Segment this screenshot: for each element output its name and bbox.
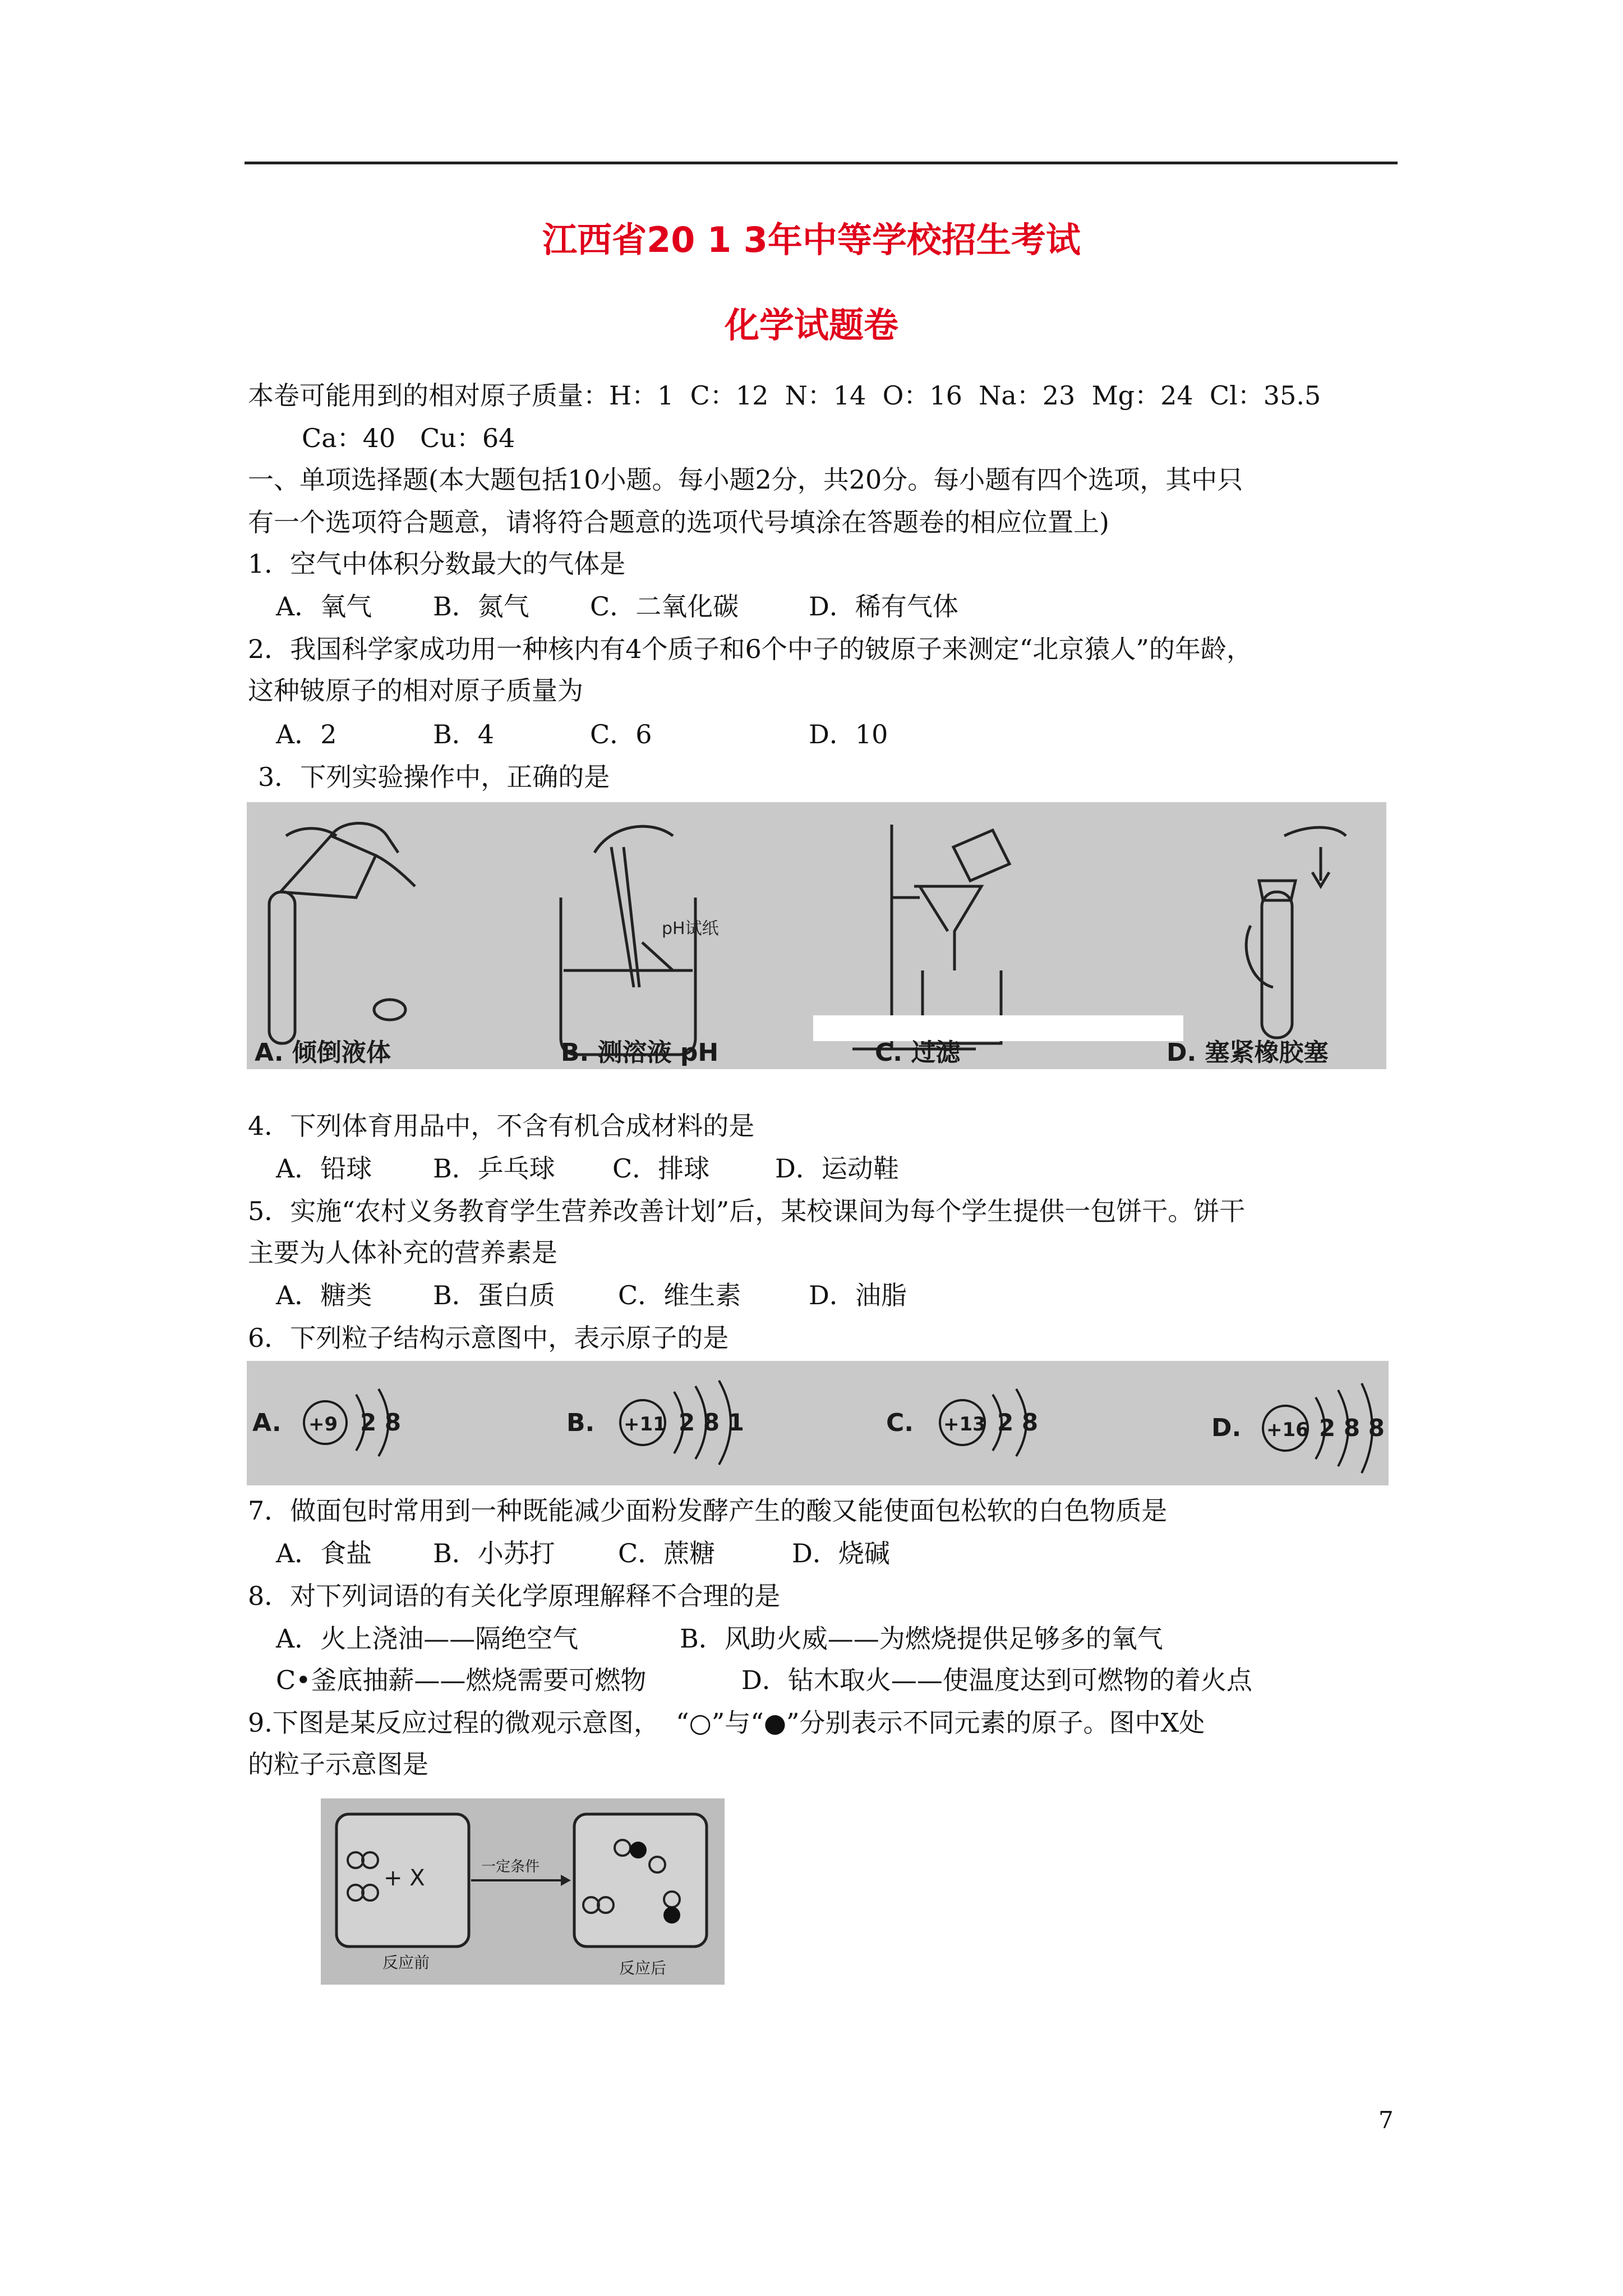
section-heading-line-2: 有一个选项符合题意，请将符合题意的选项代号填涂在答题卷的相应位置上) bbox=[248, 507, 1109, 537]
q6-c-electron-shells: 2 8 bbox=[997, 1409, 1039, 1436]
q8-option-c: C•釜底抽薪——燃烧需要可燃物 bbox=[276, 1665, 647, 1695]
q6-stem: 6．下列粒子结构示意图中，表示原子的是 bbox=[248, 1323, 729, 1353]
q2-option-a: A．2 bbox=[276, 719, 337, 749]
q6-d-electron-shells: 2 8 8 bbox=[1319, 1414, 1385, 1442]
q3-label-c: C. 过滤 bbox=[875, 1038, 961, 1067]
q6-a-nucleus-charge: +9 bbox=[308, 1413, 338, 1435]
q9-reaction-figure bbox=[321, 1798, 725, 1985]
q6-d-nucleus-charge: +16 bbox=[1266, 1419, 1309, 1441]
q7-stem: 7．做面包时常用到一种既能减少面粉发酵产生的酸又能使面包松软的白色物质是 bbox=[248, 1496, 1168, 1526]
q6-c-nucleus-charge: +13 bbox=[943, 1413, 986, 1435]
reaction-condition: 一定条件 bbox=[481, 1858, 540, 1875]
exam-title: 江西省20 1 3年中等学校招生考试 bbox=[542, 219, 1081, 260]
q2-option-c: C．6 bbox=[590, 719, 652, 749]
q6-b-electron-shells: 2 8 1 bbox=[679, 1409, 744, 1436]
q4-option-a: A．铅球 bbox=[276, 1153, 372, 1184]
q5-stem-line-2: 主要为人体补充的营养素是 bbox=[248, 1237, 557, 1268]
before-label: 反应前 bbox=[382, 1953, 430, 1972]
q1-option-a: A．氧气 bbox=[276, 591, 372, 622]
q6-option-a-label: A. bbox=[252, 1409, 282, 1437]
q1-option-b: B．氮气 bbox=[433, 591, 529, 622]
particle-structures-drawing bbox=[247, 1361, 1389, 1485]
after-box bbox=[574, 1814, 707, 1947]
q8-option-b: B．风助火威——为燃烧提供足够多的氧气 bbox=[680, 1623, 1163, 1654]
dark-atom bbox=[630, 1842, 647, 1858]
q8-stem: 8．对下列词语的有关化学原理解释不合理的是 bbox=[248, 1581, 781, 1611]
q2-option-b: B．4 bbox=[433, 719, 495, 749]
q5-option-d: D．油脂 bbox=[809, 1280, 907, 1310]
q6-a-electron-shells: 2 8 bbox=[360, 1409, 402, 1436]
reactant-plus-x: + X bbox=[384, 1865, 425, 1891]
page-number: 7 bbox=[1378, 2106, 1394, 2134]
q8-option-d: D．钻木取火——使温度达到可燃物的着火点 bbox=[741, 1665, 1252, 1695]
q2-stem-line-2: 这种铍原子的相对原子质量为 bbox=[248, 675, 583, 706]
q4-option-b: B．乒乓球 bbox=[433, 1153, 555, 1184]
after-label: 反应后 bbox=[619, 1959, 667, 1977]
q7-option-a: A．食盐 bbox=[276, 1538, 372, 1568]
q1-option-d: D．稀有气体 bbox=[809, 591, 958, 622]
q3-label-d: D. 塞紧橡胶塞 bbox=[1166, 1038, 1329, 1067]
ph-paper-label: pH试纸 bbox=[662, 919, 719, 938]
q6-option-d-label: D. bbox=[1211, 1414, 1242, 1442]
q3-lab-operations-figure bbox=[247, 802, 1386, 1069]
q3-label-a: A. 倾倒液体 bbox=[255, 1038, 391, 1067]
q6-option-c-label: C. bbox=[886, 1409, 914, 1437]
q6-particle-structure-figure bbox=[247, 1361, 1389, 1485]
q5-option-a: A．糖类 bbox=[276, 1280, 372, 1310]
header-rule bbox=[245, 162, 1398, 164]
q4-option-c: C．排球 bbox=[612, 1153, 710, 1184]
atomic-mass-line-2: Ca：40 Cu：64 bbox=[302, 423, 515, 453]
q9-stem-line-2: 的粒子示意图是 bbox=[248, 1749, 428, 1779]
dark-atom bbox=[663, 1907, 680, 1924]
q5-stem-line-1: 5．实施“农村义务教育学生营养改善计划”后，某校课间为每个学生提供一包饼干。饼干 bbox=[248, 1196, 1246, 1226]
section-heading-line-1: 一、单项选择题(本大题包括10小题。每小题2分，共20分。每小题有四个选项，其中只 bbox=[248, 464, 1243, 495]
q6-option-b-label: B. bbox=[566, 1409, 595, 1437]
q7-option-d: D．烧碱 bbox=[792, 1538, 890, 1568]
lab-operations-drawing bbox=[247, 802, 1386, 1069]
q5-option-c: C．维生素 bbox=[618, 1280, 741, 1310]
atomic-mass-line-1: 本卷可能用到的相对原子质量：H：1 C：12 N：14 O：16 Na：23 Mg：24 Cl：35.5 bbox=[248, 380, 1321, 411]
q7-option-c: C．蔗糖 bbox=[618, 1538, 716, 1568]
q4-stem: 4．下列体育用品中，不含有机合成材料的是 bbox=[248, 1111, 755, 1141]
q1-option-c: C．二氧化碳 bbox=[590, 591, 739, 622]
q2-stem-line-1: 2．我国科学家成功用一种核内有4个质子和6个中子的铍原子来测定“北京猿人”的年龄， bbox=[248, 634, 1252, 664]
q1-stem: 1．空气中体积分数最大的气体是 bbox=[248, 549, 626, 579]
q3-label-b: B. 测溶液 pH bbox=[561, 1038, 719, 1067]
q8-option-a: A．火上浇油——隔绝空气 bbox=[276, 1623, 579, 1654]
q2-option-d: D．10 bbox=[809, 719, 888, 749]
exam-subtitle: 化学试题卷 bbox=[724, 305, 898, 346]
q6-b-nucleus-charge: +11 bbox=[624, 1413, 666, 1435]
q7-option-b: B．小苏打 bbox=[433, 1538, 555, 1568]
q5-option-b: B．蛋白质 bbox=[433, 1280, 555, 1310]
q3-stem: 3．下列实验操作中，正确的是 bbox=[258, 762, 610, 792]
redaction-patch bbox=[813, 1015, 1183, 1041]
q9-stem-line-1: 9.下图是某反应过程的微观示意图， “○”与“●”分别表示不同元素的原子。图中X处 bbox=[248, 1708, 1205, 1738]
q4-option-d: D．运动鞋 bbox=[775, 1153, 899, 1184]
reaction-micro-drawing bbox=[321, 1798, 725, 1985]
